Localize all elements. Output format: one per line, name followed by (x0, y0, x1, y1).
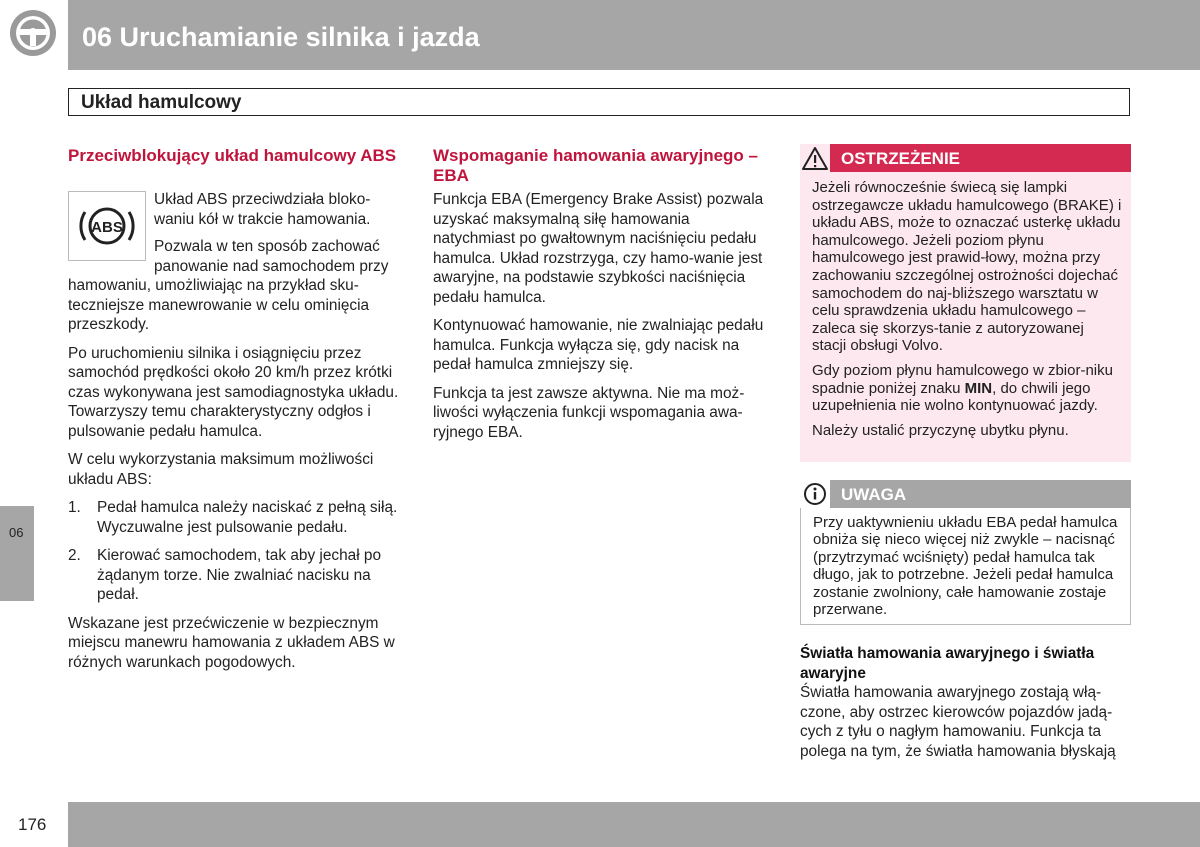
emergency-lights-section (800, 644, 1131, 761)
footer-bar (68, 802, 1200, 847)
abs-icon-box (68, 191, 146, 261)
warning-paragraph-3: Należy ustalić przyczynę ubytku płynu. (812, 421, 1069, 439)
eba-column (433, 146, 768, 451)
abs-warning-icon (69, 192, 145, 260)
header-logo-box (0, 0, 68, 70)
note-text: Przy uaktywnieniu układu EBA pedał hamulca obniża się nieco więcej niż zwykle – nacisnąć (przytrzymać wciśnięty) pedał hamulca tak długo, jak to potrzebne. Jeżeli pedał hamulca zostanie zwolniony, całe hamowanie zostaje przerwane. (813, 514, 1118, 619)
abs-heading: Przeciwblokujący układ hamulcowy ABS (68, 146, 397, 165)
abs-intro-p1: Układ ABS przeciwdziała bloko-waniu kół w trakcie hamowania. (154, 191, 371, 228)
warning-box (800, 144, 1131, 462)
list-item (68, 546, 403, 605)
abs-practice-paragraph: Wskazane jest przećwiczenie w bezpiecznym miejscu manewru hamowania z układem ABS w różnych warunkach pogodowych. (68, 614, 395, 671)
side-tab-label: 06 (9, 525, 24, 540)
note-box (800, 480, 1131, 626)
warning-paragraph-2 (812, 362, 1122, 415)
emergency-lights-text: Światła hamowania awaryjnego zostają włą-czone, aby ostrzec kierowców pojazdów jadą-cych z tyłu o nagłym hamowaniu. Funkcja ta polega na tym, że światła hamowania błyskają (800, 684, 1116, 760)
chapter-side-tab (0, 506, 34, 601)
section-title: Układ hamulcowy (81, 92, 242, 113)
note-label: UWAGA (841, 485, 907, 504)
warning-p2-b: , do chwili jego uzupełnienia nie wolno kontynuować jazdy. (812, 379, 1098, 415)
list-item (68, 498, 403, 537)
note-body (800, 508, 1131, 625)
info-circle-icon (800, 480, 830, 508)
warning-icon-box (800, 144, 830, 172)
warning-min-mark: MIN (964, 379, 993, 397)
step-number: 2. (68, 547, 81, 564)
abs-selftest-paragraph: Po uruchomieniu silnika i osiągnięciu przez samochód prędkości około 20 km/h przez krótki czas wykonywana jest samodiagnostyka układu. Towarzyszy temu charakterystyczny odgłos i pulsowanie pedału hamulca. (68, 344, 399, 440)
abs-icon-label: ABS (91, 219, 123, 236)
warning-paragraph-1: Jeżeli równocześnie świecą się lampki ostrzegawcze układu hamulcowego (BRAKE) i układu ABS, może to oznaczać usterkę układu hamulcowego. Jeżeli poziom płynu hamulcowego jest prawid-łowy, można przy zachowaniu szczególnej ostrożności dojechać samochodem do naj-bliższego warsztatu w celu sprawdzenia układu hamulcowego – zaleca się skorzys-tanie z autoryzowanej stacji obsługi Volvo. (812, 179, 1122, 355)
section-title-box (68, 88, 1130, 116)
note-icon-box (800, 480, 830, 508)
page-number: 176 (18, 815, 47, 834)
eba-continue-braking: Kontynuować hamowanie, nie zwalniając pedału hamulca. Funkcja wyłącza się, gdy nacisk na pedał hamulca zmniejszy się. (433, 317, 764, 373)
warning-label: OSTRZEŻENIE (841, 149, 961, 168)
warning-text (812, 179, 1122, 439)
warning-p2-a: Gdy poziom płynu hamulcowego w zbior-niku spadnie poniżej znaku (812, 361, 1113, 397)
note-header (800, 480, 1131, 508)
abs-steps-list (68, 498, 403, 605)
eba-heading: Wspomaganie hamowania awaryjnego – EBA (433, 146, 758, 185)
eba-description: Funkcja EBA (Emergency Brake Assist) pozwala uzyskać maksymalną siłę hamowania natychmiast po gwałtownym naciśnięciu pedału hamulca. Układ rozstrzyga, czy hamo-wanie jest awaryjne, na podstawie szybkości naciśnięcia pedału hamulca. (433, 191, 764, 306)
emergency-lights-heading: Światła hamowania awaryjnego i światła awaryjne (800, 645, 1095, 682)
abs-content (68, 276, 403, 681)
eba-always-active: Funkcja ta jest zawsze aktywna. Nie ma moż-liwości wyłączenia funkcji wspomagania awa-ryjnego EBA. (433, 384, 745, 441)
step-number: 1. (68, 499, 81, 516)
step-text: Pedał hamulca należy naciskać z pełną siłą. Wyczuwalne jest pulsowanie pedału. (97, 499, 398, 536)
warning-triangle-icon (800, 144, 830, 172)
steering-wheel-icon (8, 8, 58, 58)
warning-header (800, 144, 1131, 172)
abs-usage-intro: W celu wykorzystania maksimum możliwości układu ABS: (68, 451, 374, 488)
abs-column (68, 146, 403, 671)
abs-intro-p2-start: Pozwala w ten sposób zachować panowanie nad samochodem przy (154, 238, 389, 275)
step-text: Kierować samochodem, tak aby jechał po żądanym torze. Nie zwalniać nacisku na pedał. (97, 547, 382, 603)
abs-intro-p2-rest: hamowaniu, umożliwiając na przykład sku-teczniejsze manewrowanie w celu ominięcia przeszkody. (68, 277, 370, 333)
chapter-title: 06 Uruchamianie silnika i jazda (82, 22, 480, 52)
